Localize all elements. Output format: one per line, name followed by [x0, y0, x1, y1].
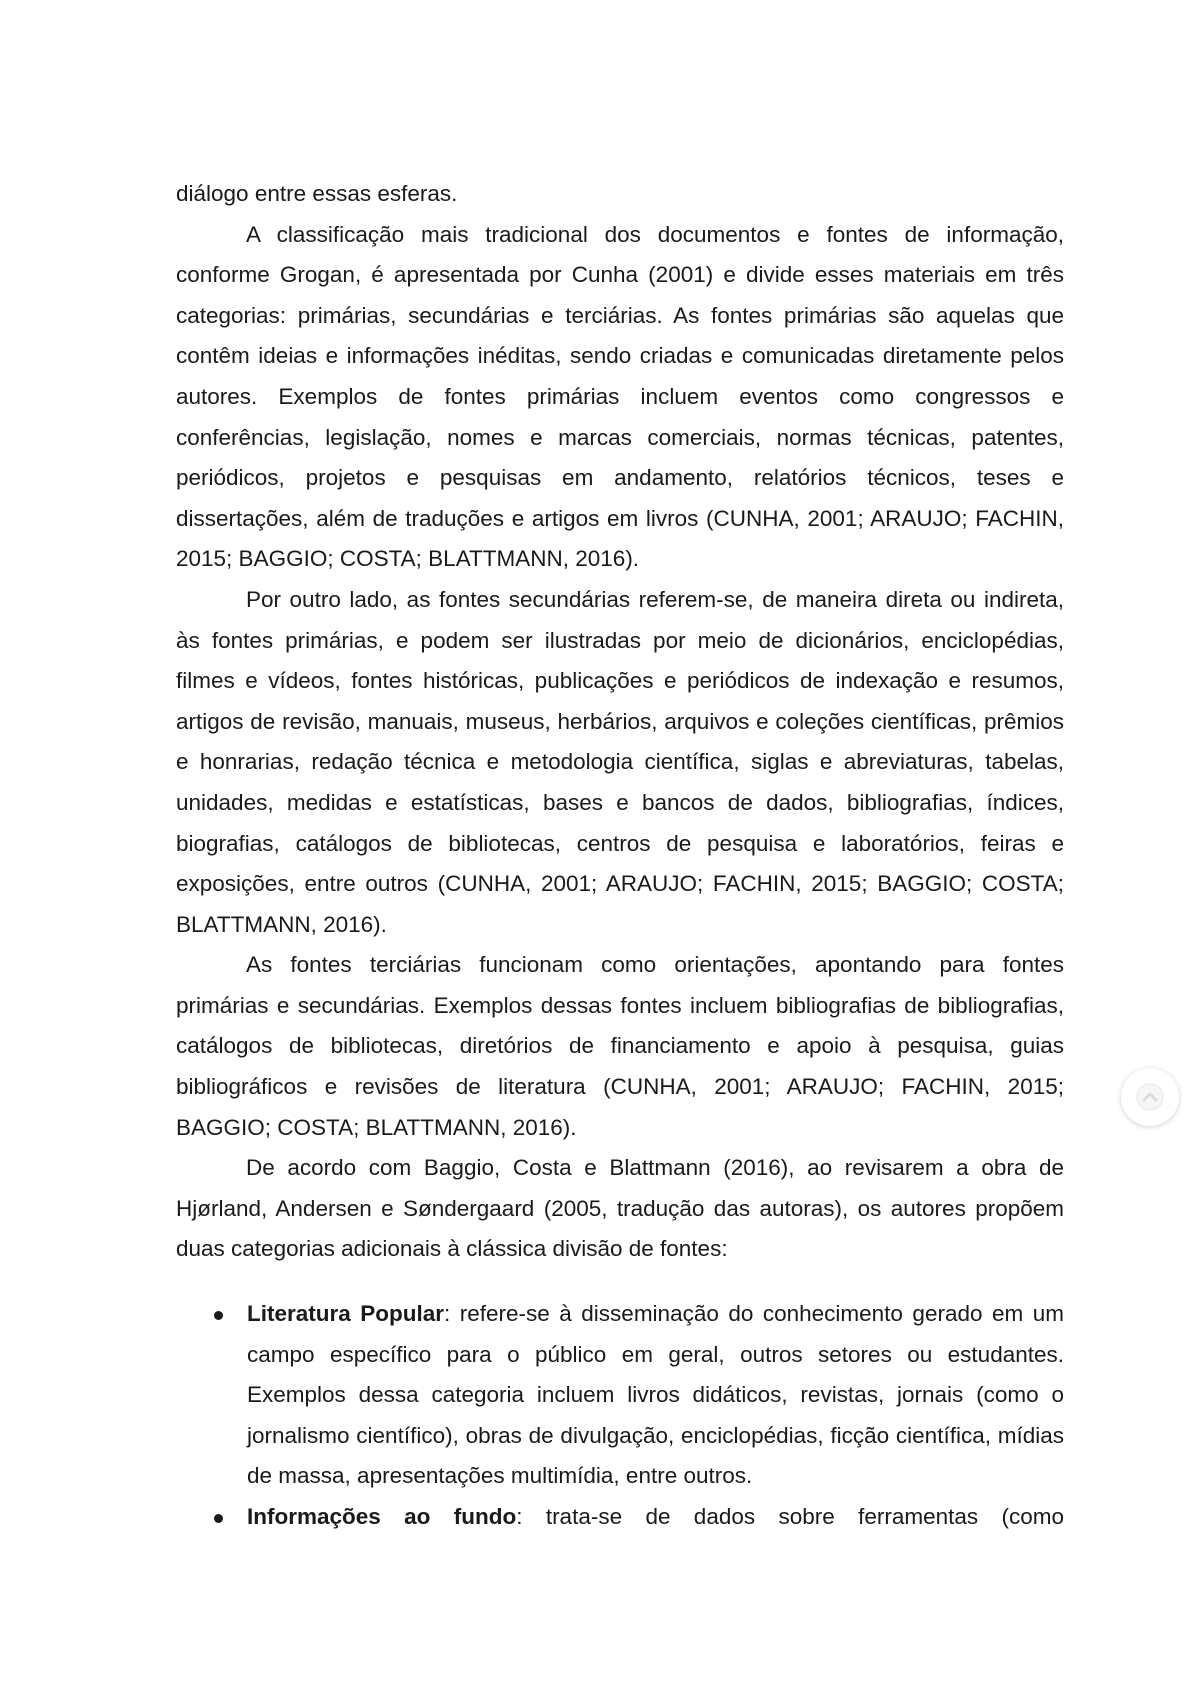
paragraph-classification: A classificação mais tradicional dos documentos e fontes de informação, conforme Grogan, é apresentada por Cunha (2001) e divide esses materiais em três categorias: primárias, secundárias e terciárias. As fontes primárias são aquelas que contêm ideias e informações inéditas, sendo criadas e comunicadas diretamente pelos autores. Exemplos de fontes primárias incluem eventos como congressos e conferências, legislação, nomes e marcas comerciais, normas técnicas, patentes, periódicos, projetos e pesquisas em andamento, relatórios técnicos, teses e dissertações, além de traduções e artigos em livros (CUNHA, 2001; ARAUJO; FACHIN, 2015; BAGGIO; COSTA; BLATTMANN, 2016).: [176, 221, 1064, 572]
list-item: [176, 1497, 1064, 1537]
list-item-term: Informações ao fundo: [247, 1504, 517, 1529]
paragraph-secondary-sources: Por outro lado, as fontes secundárias referem-se, de maneira direta ou indireta, às fontes primárias, e podem ser ilustradas por meio de dicionários, enciclopédias, filmes e vídeos, fontes históricas, publicações e periódicos de indexação e resumos, artigos de revisão, manuais, museus, herbários, arquivos e coleções científicas, prêmios e honrarias, redação técnica e metodologia científica, siglas e abreviaturas, tabelas, unidades, medidas e estatísticas, bases e bancos de dados, bibliografias, índices, biografias, catálogos de bibliotecas, centros de pesquisa e laboratórios, feiras e exposições, entre outros (CUNHA, 2001; ARAUJO; FACHIN, 2015; BAGGIO; COSTA; BLATTMANN, 2016).: [176, 586, 1064, 937]
chevron-up-icon: [1135, 1082, 1165, 1112]
category-list: [176, 1294, 1064, 1537]
list-item: [176, 1294, 1064, 1497]
paragraph-additional-categories: De acordo com Baggio, Costa e Blattmann (2016), ao revisarem a obra de Hjørland, Andersen e Søndergaard (2005, tradução das autoras), os autores propõem duas categorias adicionais à clássica divisão de fontes:: [176, 1155, 1064, 1262]
bullet-icon: [214, 1311, 223, 1320]
bullet-icon: [214, 1514, 223, 1523]
list-item-text: : refere-se à disseminação do conhecimento gerado em um campo específico para o público em geral, outros setores ou estudantes. Exemplos dessa categoria incluem livros didáticos, revistas, jornais (como o jornalismo científico), obras de divulgação, enciclopédias, ficção científica, mídias de massa, apresentações multimídia, entre outros.: [247, 1301, 1064, 1489]
paragraph-continuation: diálogo entre essas esferas.: [176, 181, 458, 206]
list-item-term: Literatura Popular: [247, 1301, 445, 1327]
paragraph-tertiary-sources: As fontes terciárias funcionam como orientações, apontando para fontes primárias e secundárias. Exemplos dessas fontes incluem bibliografias de bibliografias, catálogos de bibliotecas, diretórios de financiamento e apoio à pesquisa, guias bibliográficos e revisões de literatura (CUNHA, 2001; ARAUJO; FACHIN, 2015; BAGGIO; COSTA; BLATTMANN, 2016).: [176, 952, 1064, 1140]
list-item-text: : trata-se de dados sobre ferramentas (como: [516, 1504, 1064, 1529]
document-page: [176, 174, 1064, 1537]
scroll-to-top-button[interactable]: [1121, 1068, 1179, 1126]
